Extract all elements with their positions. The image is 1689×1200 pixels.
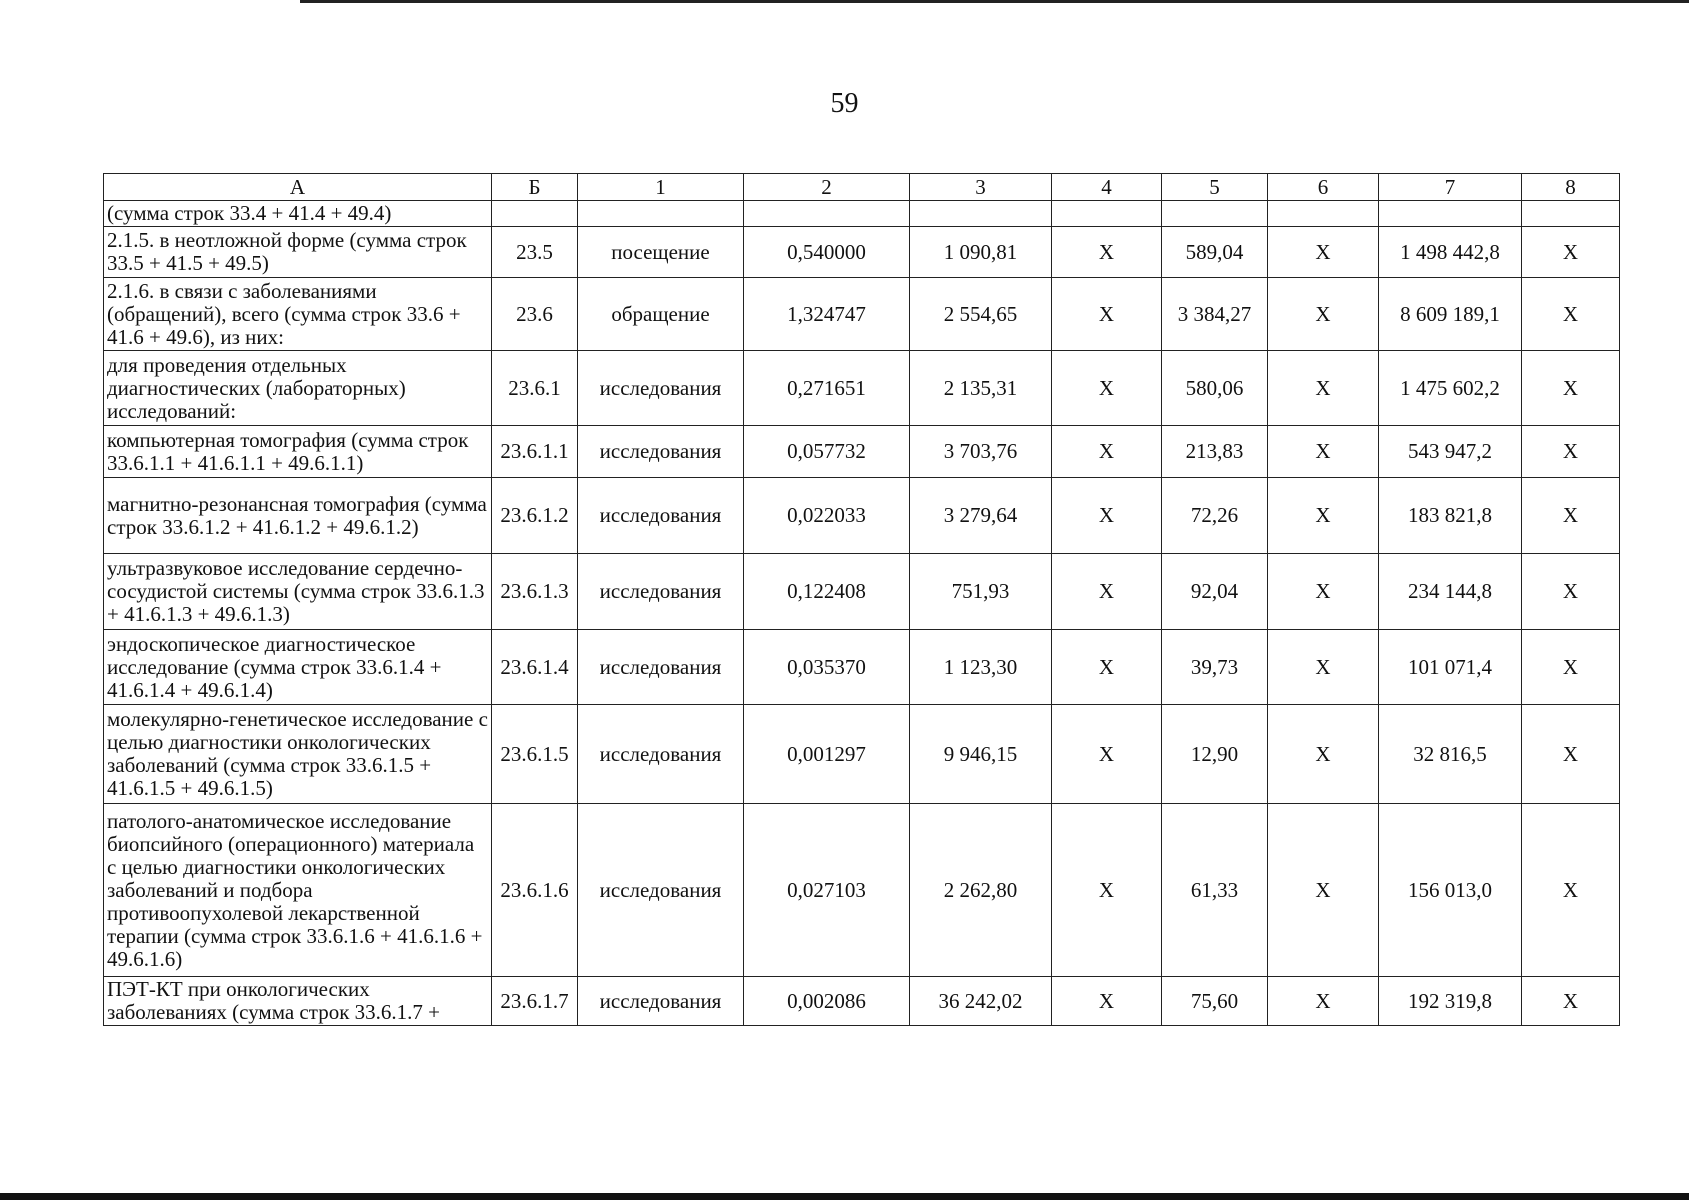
row-unit: исследования bbox=[578, 705, 744, 804]
header-row bbox=[104, 174, 1620, 201]
row-col7: 543 947,2 bbox=[1379, 426, 1522, 478]
row-description: молекулярно-генетическое исследование с целью диагностики онкологических заболеваний (сумма строк 33.6.1.5 + 41.6.1.5 + 49.6.1.5) bbox=[104, 705, 492, 804]
row-col7: 8 609 189,1 bbox=[1379, 278, 1522, 351]
row-col6: X bbox=[1268, 278, 1379, 351]
row-col2: 0,271651 bbox=[744, 351, 910, 426]
header-cell: 7 bbox=[1379, 174, 1522, 201]
row-unit bbox=[578, 201, 744, 227]
row-col8: X bbox=[1522, 554, 1620, 630]
row-col3: 2 135,31 bbox=[910, 351, 1052, 426]
header-cell: А bbox=[104, 174, 492, 201]
header-cell: 8 bbox=[1522, 174, 1620, 201]
row-unit: исследования bbox=[578, 977, 744, 1026]
row-col7: 183 821,8 bbox=[1379, 478, 1522, 554]
table-row bbox=[104, 351, 1620, 426]
row-col6: X bbox=[1268, 804, 1379, 977]
header-cell: 1 bbox=[578, 174, 744, 201]
table-row bbox=[104, 227, 1620, 278]
row-col4: X bbox=[1052, 478, 1162, 554]
row-code: 23.6.1.6 bbox=[492, 804, 578, 977]
table-row bbox=[104, 478, 1620, 554]
row-col8: X bbox=[1522, 227, 1620, 278]
row-code: 23.6.1.5 bbox=[492, 705, 578, 804]
row-col7: 101 071,4 bbox=[1379, 630, 1522, 705]
row-col7: 234 144,8 bbox=[1379, 554, 1522, 630]
table-row bbox=[104, 630, 1620, 705]
table-row bbox=[104, 426, 1620, 478]
row-col5: 213,83 bbox=[1162, 426, 1268, 478]
row-col2: 0,002086 bbox=[744, 977, 910, 1026]
row-col3: 1 123,30 bbox=[910, 630, 1052, 705]
header-cell: 2 bbox=[744, 174, 910, 201]
row-code: 23.6.1.7 bbox=[492, 977, 578, 1026]
page-number: 59 bbox=[830, 88, 859, 119]
data-table bbox=[103, 173, 1620, 1026]
row-col5: 580,06 bbox=[1162, 351, 1268, 426]
row-unit: исследования bbox=[578, 426, 744, 478]
row-col8: X bbox=[1522, 426, 1620, 478]
row-col3: 751,93 bbox=[910, 554, 1052, 630]
row-code: 23.6.1 bbox=[492, 351, 578, 426]
row-col4: X bbox=[1052, 426, 1162, 478]
header-cell: 5 bbox=[1162, 174, 1268, 201]
scan-edge-top bbox=[300, 0, 1689, 3]
row-col3: 3 703,76 bbox=[910, 426, 1052, 478]
row-col5: 75,60 bbox=[1162, 977, 1268, 1026]
row-col5: 12,90 bbox=[1162, 705, 1268, 804]
row-code: 23.5 bbox=[492, 227, 578, 278]
row-col4: X bbox=[1052, 351, 1162, 426]
row-unit: исследования bbox=[578, 804, 744, 977]
row-col4 bbox=[1052, 201, 1162, 227]
row-col4: X bbox=[1052, 630, 1162, 705]
row-description: ультразвуковое исследование сердечно-сосудистой системы (сумма строк 33.6.1.3 + 41.6.1.3 + 49.6.1.3) bbox=[104, 554, 492, 630]
table-row bbox=[104, 554, 1620, 630]
row-description: 2.1.6. в связи с заболеваниями (обращений), всего (сумма строк 33.6 + 41.6 + 49.6), из них: bbox=[104, 278, 492, 351]
row-col5: 92,04 bbox=[1162, 554, 1268, 630]
row-col2: 0,540000 bbox=[744, 227, 910, 278]
row-col8: X bbox=[1522, 630, 1620, 705]
row-code: 23.6.1.3 bbox=[492, 554, 578, 630]
row-col8: X bbox=[1522, 977, 1620, 1026]
row-col6: X bbox=[1268, 630, 1379, 705]
table-row bbox=[104, 977, 1620, 1026]
header-cell: 3 bbox=[910, 174, 1052, 201]
row-col2: 0,001297 bbox=[744, 705, 910, 804]
row-col6: X bbox=[1268, 705, 1379, 804]
row-col5: 39,73 bbox=[1162, 630, 1268, 705]
row-description: патолого-анатомическое исследование биопсийного (операционного) материала с целью диагностики онкологических заболеваний и подбора противоопухолевой лекарственной терапии (сумма строк 33.6.1.6 + 41.6.1.6 + 49.6.1.6) bbox=[104, 804, 492, 977]
row-description: для проведения отдельных диагностических (лабораторных) исследований: bbox=[104, 351, 492, 426]
row-col4: X bbox=[1052, 554, 1162, 630]
header-cell: 6 bbox=[1268, 174, 1379, 201]
row-col3: 36 242,02 bbox=[910, 977, 1052, 1026]
row-col6 bbox=[1268, 201, 1379, 227]
row-unit: исследования bbox=[578, 630, 744, 705]
row-col7: 1 498 442,8 bbox=[1379, 227, 1522, 278]
row-description: компьютерная томография (сумма строк 33.6.1.1 + 41.6.1.1 + 49.6.1.1) bbox=[104, 426, 492, 478]
row-col7 bbox=[1379, 201, 1522, 227]
row-description: 2.1.5. в неотложной форме (сумма строк 33.5 + 41.5 + 49.5) bbox=[104, 227, 492, 278]
row-description: ПЭТ-КТ при онкологических заболеваниях (сумма строк 33.6.1.7 + bbox=[104, 977, 492, 1026]
table-row bbox=[104, 201, 1620, 227]
row-col2: 0,027103 bbox=[744, 804, 910, 977]
row-description: (сумма строк 33.4 + 41.4 + 49.4) bbox=[104, 201, 492, 227]
row-col5: 589,04 bbox=[1162, 227, 1268, 278]
row-col6: X bbox=[1268, 351, 1379, 426]
row-col2: 0,122408 bbox=[744, 554, 910, 630]
row-col6: X bbox=[1268, 478, 1379, 554]
row-col8: X bbox=[1522, 478, 1620, 554]
row-unit: исследования bbox=[578, 478, 744, 554]
row-code: 23.6 bbox=[492, 278, 578, 351]
row-col3: 2 262,80 bbox=[910, 804, 1052, 977]
row-col2: 0,022033 bbox=[744, 478, 910, 554]
row-col5: 61,33 bbox=[1162, 804, 1268, 977]
table-row bbox=[104, 804, 1620, 977]
row-col3: 1 090,81 bbox=[910, 227, 1052, 278]
row-code bbox=[492, 201, 578, 227]
row-col4: X bbox=[1052, 804, 1162, 977]
row-unit: исследования bbox=[578, 554, 744, 630]
scan-edge-bottom bbox=[0, 1193, 1689, 1200]
row-col6: X bbox=[1268, 554, 1379, 630]
row-col5 bbox=[1162, 201, 1268, 227]
row-col4: X bbox=[1052, 278, 1162, 351]
row-col6: X bbox=[1268, 227, 1379, 278]
row-unit: обращение bbox=[578, 278, 744, 351]
row-col7: 32 816,5 bbox=[1379, 705, 1522, 804]
row-col6: X bbox=[1268, 977, 1379, 1026]
row-col3: 2 554,65 bbox=[910, 278, 1052, 351]
header-cell: 4 bbox=[1052, 174, 1162, 201]
row-col8: X bbox=[1522, 804, 1620, 977]
row-col2: 1,324747 bbox=[744, 278, 910, 351]
row-col7: 156 013,0 bbox=[1379, 804, 1522, 977]
row-col3: 3 279,64 bbox=[910, 478, 1052, 554]
row-col7: 1 475 602,2 bbox=[1379, 351, 1522, 426]
row-col8: X bbox=[1522, 705, 1620, 804]
row-col5: 72,26 bbox=[1162, 478, 1268, 554]
row-col3: 9 946,15 bbox=[910, 705, 1052, 804]
row-col3 bbox=[910, 201, 1052, 227]
row-description: магнитно-резонансная томография (сумма строк 33.6.1.2 + 41.6.1.2 + 49.6.1.2) bbox=[104, 478, 492, 554]
row-col4: X bbox=[1052, 227, 1162, 278]
row-code: 23.6.1.4 bbox=[492, 630, 578, 705]
row-col2 bbox=[744, 201, 910, 227]
row-col6: X bbox=[1268, 426, 1379, 478]
row-col8: X bbox=[1522, 351, 1620, 426]
row-col2: 0,035370 bbox=[744, 630, 910, 705]
row-description: эндоскопическое диагностическое исследование (сумма строк 33.6.1.4 + 41.6.1.4 + 49.6.1.4) bbox=[104, 630, 492, 705]
row-col8: X bbox=[1522, 278, 1620, 351]
row-col8 bbox=[1522, 201, 1620, 227]
table-row bbox=[104, 278, 1620, 351]
row-col4: X bbox=[1052, 705, 1162, 804]
row-col4: X bbox=[1052, 977, 1162, 1026]
row-col7: 192 319,8 bbox=[1379, 977, 1522, 1026]
row-code: 23.6.1.2 bbox=[492, 478, 578, 554]
row-unit: исследования bbox=[578, 351, 744, 426]
row-unit: посещение bbox=[578, 227, 744, 278]
row-code: 23.6.1.1 bbox=[492, 426, 578, 478]
row-col2: 0,057732 bbox=[744, 426, 910, 478]
row-col5: 3 384,27 bbox=[1162, 278, 1268, 351]
table-row bbox=[104, 705, 1620, 804]
header-cell: Б bbox=[492, 174, 578, 201]
